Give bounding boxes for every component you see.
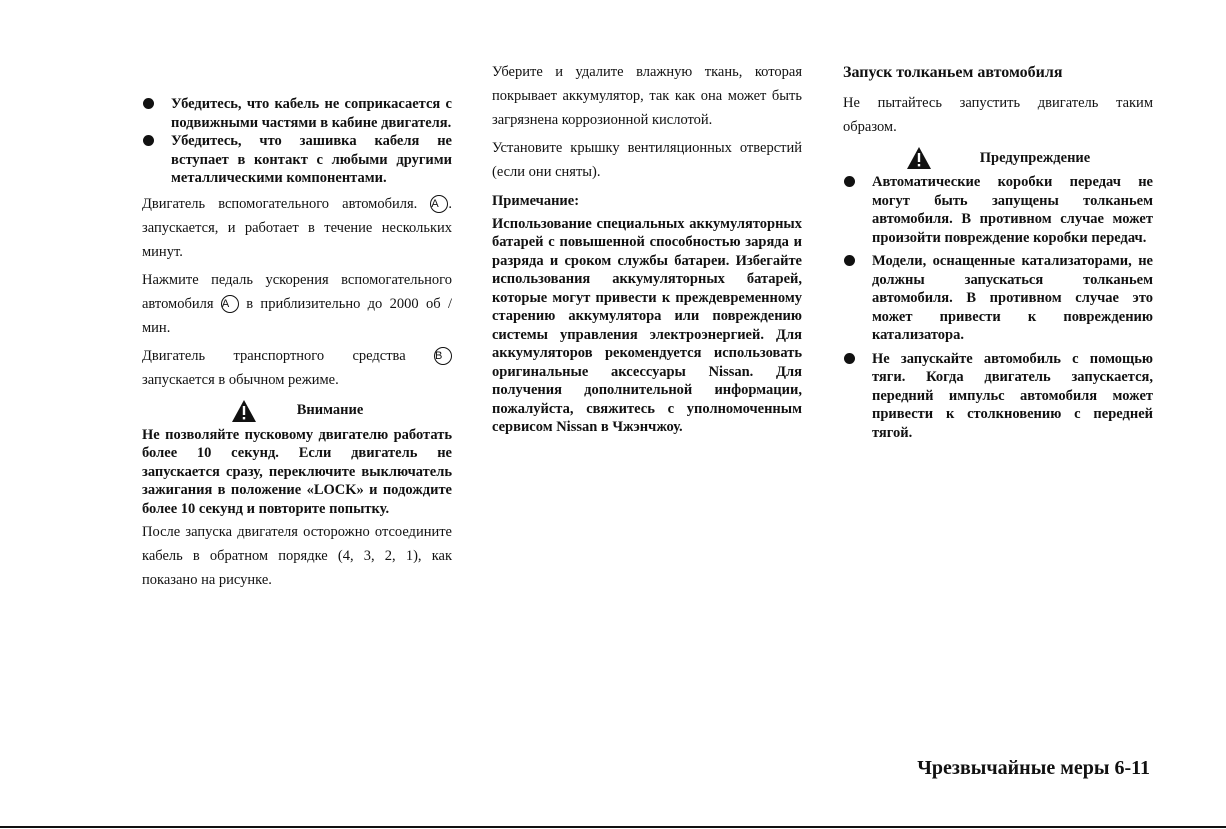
section-heading: Запуск толканьем автомобиля (843, 64, 1063, 81)
paragraph-vehicle-engine: Двигатель транспортного средства B запускается в обычном режиме. (142, 344, 452, 392)
circled-letter-icon: B (434, 347, 452, 365)
left-column (142, 95, 452, 592)
list-item: Модели, оснащенные катализаторами, не должны запускаться толканьем автомобиля. В противном случае это может привести к повреждению катализатора. (843, 252, 1153, 345)
paragraph-disconnect: После запуска двигателя осторожно отсоедините кабель в обратном порядке (4, 3, 2, 1), как показано на рисунке. (142, 524, 452, 588)
bullet-dot-icon (844, 255, 855, 266)
warning-header (843, 145, 1153, 171)
list-item: Автоматические коробки передач не могут быть запущены толканьем автомобиля. В противном случае может произойти повреждение коробки передач. (843, 173, 1153, 247)
note-title: Примечание: (492, 193, 580, 209)
warning-triangle-icon (906, 146, 932, 170)
paragraph-vent-caps: Установите крышку вентиляционных отверстий (если они сняты). (492, 140, 802, 180)
caution-title: Внимание (296, 402, 364, 418)
middle-column (492, 60, 802, 437)
page-footer: Чрезвычайные меры 6-11 (917, 757, 1150, 779)
warning-triangle-icon (231, 399, 257, 423)
paragraph-push-start: Не пытайтесь запустить двигатель таким образом. (843, 95, 1153, 135)
footer-divider (0, 826, 1226, 828)
right-column (843, 63, 1153, 442)
list-item: Убедитесь, что кабель не соприкасается с подвижными частями в кабине двигателя. (142, 95, 452, 132)
bullet-dot-icon (143, 135, 154, 146)
circled-letter-icon: A (430, 195, 448, 213)
caution-text: Не позволяйте пусковому двигателю работать более 10 секунд. Если двигатель не запускается сразу, переключите выключатель зажигания в положение «LOCK» и подождите более 10 секунд и повторите попытку. (142, 426, 452, 517)
warning-bullet-list (843, 173, 1153, 442)
bullet-dot-icon (844, 353, 855, 364)
cable-bullet-list (142, 95, 452, 188)
list-item: Не запускайте автомобиль с помощью тяги. Когда двигатель запускается, передний импульс автомобиля может привести к столкновению с передней тягой. (843, 350, 1153, 443)
paragraph-accelerator: Нажмите педаль ускорения вспомогательного автомобиля A в приблизительно до 2000 об / мин. (142, 271, 453, 336)
paragraph-engine-start: Двигатель вспомогательного автомобиля. A . запускается, и работает в течение нескольких минут. (142, 195, 452, 260)
warning-title: Предупреждение (979, 149, 1091, 166)
list-item: Убедитесь, что зашивка кабеля не вступает в контакт с любыми другими металлическими компонентами. (142, 132, 452, 188)
paragraph-remove-cloth: Уберите и удалите влажную ткань, которая покрывает аккумулятор, так как она может быть загрязнена коррозионной кислотой. (492, 64, 802, 128)
bullet-dot-icon (844, 176, 855, 187)
caution-header (142, 398, 452, 424)
circled-letter-icon: A (221, 295, 239, 313)
bullet-dot-icon (143, 98, 154, 109)
note-text: Использование специальных аккумуляторных батарей с повышенной способностью заряда и разряда и сроком службы батареи. Избегайте использования аккумуляторных батарей, которые могут привести к преждевременному старению аккумулятора или повреждению системы управления электроэнергией. Для аккумуляторов рекомендуется использовать оригинальные аксессуары Nissan. Для получения дополнительной информации, пожалуйста, свяжитесь с уполномоченным сервисом Nissan в Чжэнчжоу. (492, 215, 802, 435)
